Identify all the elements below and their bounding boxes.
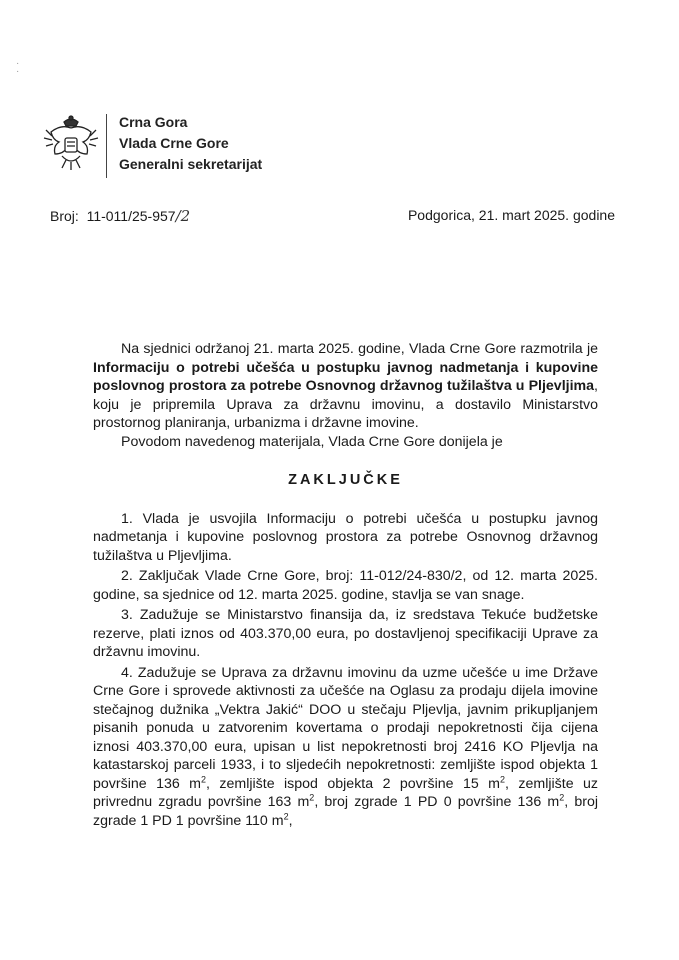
document-number	[50, 207, 190, 225]
superscript: 2	[309, 792, 315, 803]
conclusion-item-4	[93, 664, 598, 831]
item-4-text-c: , zemljište uz privrednu zgradu površine 163 m	[93, 775, 599, 810]
conclusion-item-3: 3. Zadužuje se Ministarstvo finansija da, iz sredstava Tekuće budžetske rezerve, plati iznos od 403.370,00 eura, po dostavljenoj specifikaciji Uprave za državnu imovinu.	[93, 607, 598, 660]
place-date: Podgorica, 21. mart 2025. godine	[407, 207, 615, 223]
conclusion-item-1: 1. Vlada je usvojila Informaciju o potrebi učešća u postupku javnog nadmetanja i kupovine poslovnog prostora za potrebe Osnovnog državnog tužilaštva u Pljevljima.	[93, 510, 598, 564]
item-4-text-f: ,	[288, 812, 293, 829]
item-4-text-a: 4. Zadužuje se Uprava za državnu imovinu da uzme učešće u ime Države Crne Gore i sprovede aktivnosti za učešće na Oglasu za prodaju dijela imovine stečajnog dužnika „Vektra Jakić“ DOO u stečaju Pljevlja, javnim prikupljanjem pisanih ponuda u zatvorenim kovertama o prodaji nepokretnosti čija cijena iznosi 403.370,00 eura, upisan u list nepokretnosti broj 2416 KO Pljevlja na katastarskoj parceli 1933, i to sljedećih nepokretnosti: zemljište ispod objekta 1 površine 136 m	[93, 664, 598, 792]
organization-block	[119, 112, 262, 175]
letterhead	[42, 112, 262, 178]
number-label: Broj:	[50, 208, 79, 224]
item-4-text-e: , broj zgrade 1 PD 1 površine 110 m	[93, 794, 598, 829]
document-body	[93, 340, 598, 830]
superscript: 2	[201, 773, 207, 784]
superscript: 2	[283, 810, 289, 821]
conclusion-item-2: 2. Zaključak Vlade Crne Gore, broj: 11-012/24-830/2, od 12. marta 2025. godine, sa sjednice od 12. marta 2025. godine, stavlja se van snage.	[93, 568, 598, 603]
letterhead-divider	[106, 114, 107, 178]
org-government: Vlada Crne Gore	[119, 135, 229, 151]
intro-conclusion-line: Povodom navedenog materijala, Vlada Crne Gore donijela je	[121, 433, 503, 450]
org-country: Crna Gora	[119, 114, 188, 130]
superscript: 2	[500, 773, 506, 784]
org-secretariat: Generalni sekretarijat	[119, 156, 263, 172]
intro-subject: Informaciju o potrebi učešća u postupku javnog nadmetanja i kupovine poslovnog prostora za potrebe Osnovnog državnog tužilaštva u Pljevljima	[93, 359, 598, 394]
superscript: 2	[559, 792, 565, 803]
section-heading: ZAKLJUČKE	[288, 472, 403, 488]
number-value: 11-011/25-957	[86, 208, 176, 224]
coat-of-arms-icon	[42, 112, 100, 174]
item-4-text-d: , broj zgrade 1 PD 0 površine 136 m	[314, 794, 560, 810]
number-handwritten-suffix: /2	[175, 207, 191, 225]
intro-paragraph	[93, 340, 598, 433]
item-4-text-b: , zemljište ispod objekta 2 površine 15 m	[206, 775, 500, 792]
intro-text-end: , koju je pripremila Uprava za državnu imovinu, a dostavilo Ministarstvo prostornog planiranja, urbanizma i državne imovine.	[93, 378, 598, 431]
document-meta	[50, 207, 615, 225]
scan-speck: · ·	[16, 58, 20, 77]
intro-text-start: Na sjednici održanoj 21. marta 2025. godine, Vlada Crne Gore razmotrila je	[121, 341, 598, 357]
